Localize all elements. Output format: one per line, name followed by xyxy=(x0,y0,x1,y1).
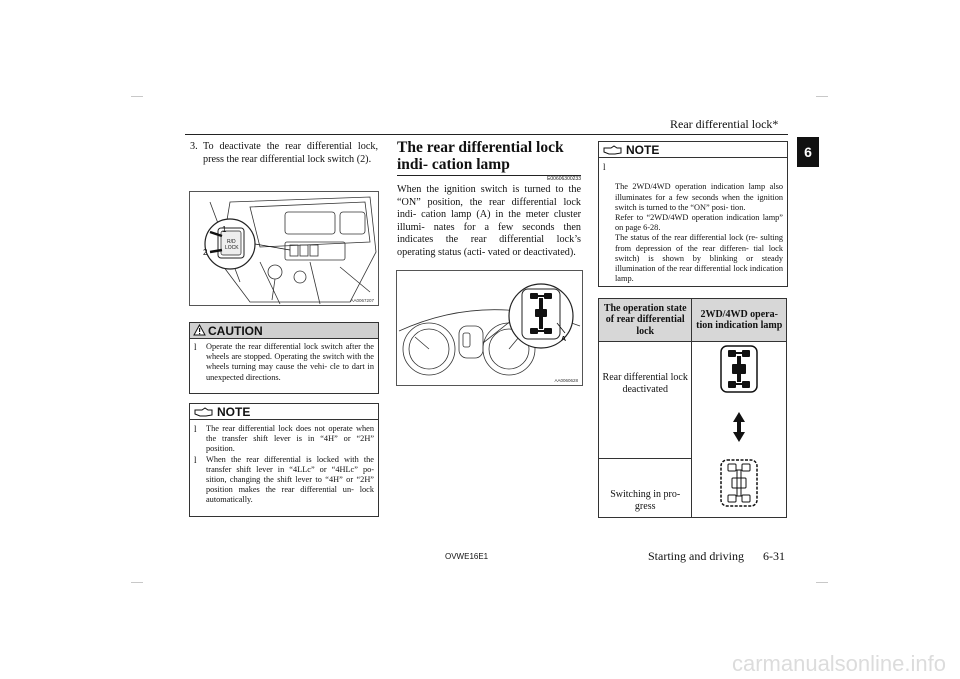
step-3 xyxy=(190,141,378,166)
note-item-text: When the rear differential is locked with the transfer shift lever in “4LLc” or “4HLc” po- sition, changing the shift lever to “4H” or “2H” position makes the rear differential un- lock automatically. xyxy=(206,454,374,505)
step-number: 3. xyxy=(190,141,198,152)
header-rule xyxy=(185,134,788,135)
crop-mark xyxy=(816,96,828,97)
table-header-row xyxy=(599,299,787,342)
table-cell-lamp xyxy=(692,342,787,518)
callout-2: 2 xyxy=(203,248,208,257)
note-box-right xyxy=(598,141,788,287)
bullet: l xyxy=(194,454,197,465)
callout-1: 1 xyxy=(222,225,227,234)
crop-mark xyxy=(131,582,143,583)
caution-item-text: Operate the rear differential lock switch after the wheels are stopped. Operating the switch with the wheels turning may cause the vehi- cle to dart in unexpected directions. xyxy=(206,342,374,382)
footer-doc-code: OVWE16E1 xyxy=(445,552,489,561)
note-header xyxy=(599,142,787,158)
figure-switch-illustration xyxy=(189,191,379,306)
caution-title: CAUTION xyxy=(208,323,263,338)
watermark: carmanualsonline.info xyxy=(731,651,946,676)
rear-diff-lamp-icon-off xyxy=(721,346,757,392)
running-header: Rear differential lock* xyxy=(670,117,779,131)
table-row xyxy=(599,342,787,459)
note-hand-icon xyxy=(194,406,214,418)
note-hand-icon xyxy=(603,144,623,156)
lamp-sequence-graphic xyxy=(709,342,769,512)
table-cell-state: Switching in pro- gress xyxy=(599,459,692,518)
crop-mark xyxy=(131,96,143,97)
figure-meter-cluster xyxy=(396,270,583,386)
caution-item xyxy=(194,342,374,383)
meter-cluster-illustration xyxy=(397,271,582,385)
figure-code: AA0067207 xyxy=(350,298,374,303)
bullet: l xyxy=(194,424,197,434)
crop-mark xyxy=(816,582,828,583)
note-header xyxy=(190,404,378,420)
switch-label-rd: R/D xyxy=(227,239,236,245)
note-box-left xyxy=(189,403,379,517)
operation-state-table xyxy=(598,298,787,518)
bullet: l xyxy=(194,342,197,352)
console-illustration xyxy=(190,192,378,305)
warning-triangle-icon xyxy=(193,324,206,336)
rear-diff-lamp-icon-blinking xyxy=(721,460,757,506)
note-item xyxy=(194,424,374,455)
section-code: E00606300233 xyxy=(547,176,581,182)
figure-code: AA0060628 xyxy=(554,378,578,383)
section-title: The rear differential lock indi- cation lamp xyxy=(397,139,564,173)
footer-section: Starting and driving xyxy=(648,549,744,563)
switch-label-lock: LOCK xyxy=(225,245,239,251)
section-body: When the ignition switch is turned to the “ON” position, the rear differential lock indi- cation lamp (A) in the meter cluster illumi- nates for a few seconds then indicates the rear differential lock’s operating status (acti- vated or deactivated). xyxy=(397,184,581,258)
table-header-state: The operation state of rear differential lock xyxy=(599,299,692,342)
note-title: NOTE xyxy=(217,404,251,419)
caution-header xyxy=(190,323,378,339)
note-item xyxy=(603,162,783,284)
note-item-text: The 2WD/4WD operation indication lamp also illuminates for a few seconds when the ignition switch is turned to the “ON” posi- tion. Refer to “2WD/4WD operation indication lamp” on page 6-28. The status of the rear differential lock (re- sulting from depression of the rear differen- tial lock switch) is shown by blinking or steady illumination of the rear differential lock indication lamp. xyxy=(615,182,783,284)
caution-box xyxy=(189,322,379,394)
note-item-text: The rear differential lock does not operate when the transfer shift lever is in “4H” or “2H” position. xyxy=(206,424,374,454)
chapter-tab: 6 xyxy=(797,137,819,167)
callout-a: A xyxy=(561,336,567,343)
note-item xyxy=(194,455,374,506)
table-header-lamp: 2WD/4WD opera- tion indication lamp xyxy=(692,299,787,342)
note-title: NOTE xyxy=(626,142,660,157)
step-text: To deactivate the rear differential lock, press the rear differential lock switch (2). xyxy=(203,141,378,165)
footer-page-number: 6-31 xyxy=(763,549,785,563)
double-arrow-icon xyxy=(733,412,745,442)
bullet: l xyxy=(603,162,606,172)
table-cell-state: Rear differential lock deactivated xyxy=(599,342,692,459)
